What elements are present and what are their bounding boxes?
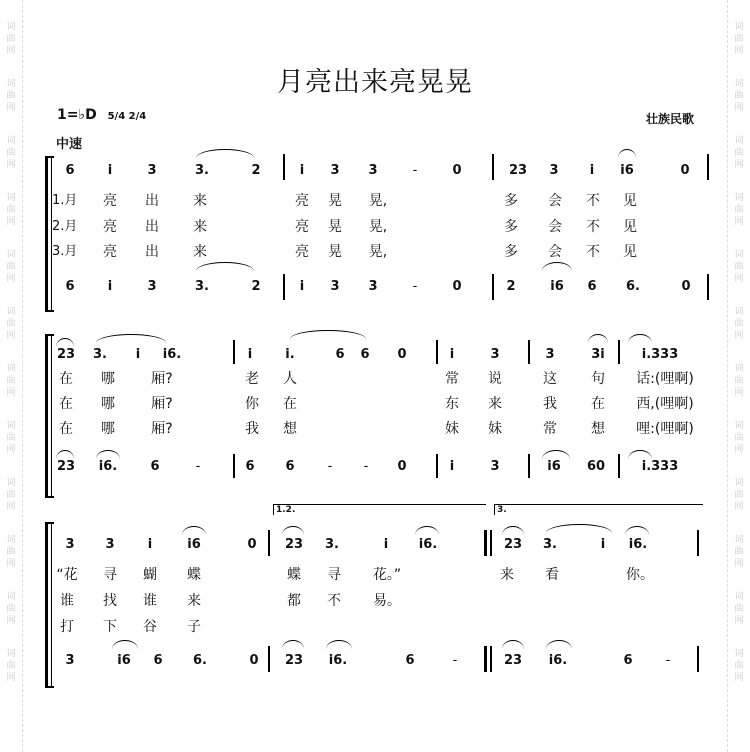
volta-label: 3. — [497, 505, 507, 515]
slur — [112, 640, 138, 649]
lyric: 在 — [59, 421, 73, 437]
watermark-char: 曲 — [734, 547, 744, 557]
watermark-char: 网 — [734, 160, 744, 170]
note: 0 — [397, 459, 407, 474]
watermark-char: 网 — [6, 559, 16, 569]
lyric: 2.月 — [52, 219, 78, 234]
slur — [96, 334, 166, 343]
slur — [628, 334, 652, 343]
note: 6 — [335, 347, 345, 362]
note: i — [299, 163, 305, 178]
lyric: 见 — [623, 244, 637, 260]
watermark-char: 词 — [6, 136, 16, 146]
note: i — [383, 537, 389, 552]
lyric: 晃, — [368, 244, 388, 260]
lyrics-verse-1 — [0, 368, 750, 390]
watermark-char: 网 — [734, 331, 744, 341]
upper-notes — [0, 344, 750, 366]
note: 0 — [452, 279, 462, 294]
note: i6 — [547, 459, 561, 474]
lyrics-verse-2 — [0, 590, 750, 612]
slur — [546, 524, 612, 533]
watermark-char: 曲 — [734, 34, 744, 44]
watermark-char: 词 — [734, 193, 744, 203]
slur — [546, 640, 572, 649]
lyric: 3.月 — [52, 244, 78, 259]
watermark-char: 曲 — [6, 433, 16, 443]
lyric: 晃 — [328, 244, 342, 260]
note: 0 — [397, 347, 407, 362]
note: i6. — [548, 653, 568, 668]
lyric: 常 — [543, 421, 557, 437]
note: 23 — [56, 347, 76, 362]
watermark-mark — [6, 21, 15, 57]
note: i6. — [328, 653, 348, 668]
watermark-char: 曲 — [734, 376, 744, 386]
lyric: 多 — [504, 219, 518, 235]
note: 23 — [508, 163, 528, 178]
lyric: 亮 — [295, 244, 309, 260]
note: 23 — [503, 537, 523, 552]
lyric: 打 — [60, 619, 74, 635]
note: i — [299, 279, 305, 294]
watermark-mark — [6, 477, 15, 513]
note: 6. — [193, 653, 207, 668]
note: i.333 — [641, 459, 679, 474]
watermark-char: 网 — [734, 388, 744, 398]
watermark-char: 网 — [734, 274, 744, 284]
watermark-char: 词 — [6, 421, 16, 431]
note: i — [107, 163, 113, 178]
lyric: 来 — [193, 244, 207, 260]
watermark-char: 曲 — [6, 91, 16, 101]
slur — [326, 640, 352, 649]
watermark-char: 曲 — [6, 205, 16, 215]
lyric: 厢? — [151, 396, 173, 412]
lyric: 来 — [193, 219, 207, 235]
note: 6 — [153, 653, 163, 668]
note: 6 — [587, 279, 597, 294]
watermark-char: 网 — [6, 388, 16, 398]
lyric: 厢? — [151, 421, 173, 437]
note: i — [135, 347, 141, 362]
lyric: 会 — [548, 193, 562, 209]
lyric: 话:(哩啊) — [636, 371, 694, 387]
lyric: 句 — [591, 371, 605, 387]
note: 3. — [325, 537, 339, 552]
watermark-char: 曲 — [6, 547, 16, 557]
lyric: 子 — [187, 619, 201, 635]
lyric: 来 — [187, 593, 201, 609]
watermark-char: 曲 — [6, 604, 16, 614]
note: 3. — [195, 163, 209, 178]
lyric: 东 — [445, 396, 459, 412]
lyric: 亮 — [103, 244, 117, 260]
note: 23 — [284, 653, 304, 668]
lyric: 晃, — [368, 219, 388, 235]
watermark-char: 词 — [6, 364, 16, 374]
watermark-char: 曲 — [734, 604, 744, 614]
watermark-char: 曲 — [6, 661, 16, 671]
lyrics-verse-2 — [0, 216, 750, 238]
lyric: 在 — [283, 396, 297, 412]
watermark-char: 词 — [6, 649, 16, 659]
watermark-char: 网 — [6, 445, 16, 455]
note: 23 — [284, 537, 304, 552]
note: 3 — [549, 163, 559, 178]
lyric: 我 — [245, 421, 259, 437]
watermark-char: 网 — [734, 445, 744, 455]
lyric: 晃 — [328, 219, 342, 235]
note: 3 — [65, 653, 75, 668]
note: 0 — [680, 163, 690, 178]
lyric: 晃 — [328, 193, 342, 209]
lyric: 哩:(哩啊) — [636, 421, 694, 437]
lyric: 花。” — [372, 567, 402, 583]
watermark-char: 网 — [6, 160, 16, 170]
upper-notes — [0, 160, 750, 182]
note: 0 — [452, 163, 462, 178]
note: i. — [285, 347, 295, 362]
lyric: 1.月 — [52, 193, 78, 208]
note: 6 — [245, 459, 255, 474]
meter-label: 5/4 2/4 — [107, 111, 147, 122]
lyric: 蝴 — [143, 567, 157, 583]
note: 3. — [93, 347, 107, 362]
song-source: 壮族民歌 — [646, 112, 695, 126]
watermark-char: 词 — [734, 79, 744, 89]
lyric: 我 — [543, 396, 557, 412]
watermark-char: 词 — [6, 307, 16, 317]
note: - — [363, 459, 369, 474]
lyric: 多 — [504, 193, 518, 209]
note: 3 — [147, 163, 157, 178]
note: 23 — [503, 653, 523, 668]
tie — [542, 262, 572, 271]
watermark-char: 曲 — [734, 148, 744, 158]
lyrics-verse-3 — [0, 418, 750, 440]
watermark-char: 曲 — [734, 319, 744, 329]
lyric: 会 — [548, 219, 562, 235]
note: i6. — [98, 459, 118, 474]
note: i6. — [418, 537, 438, 552]
watermark-char: 曲 — [6, 34, 16, 44]
note: 6 — [405, 653, 415, 668]
watermark-char: 词 — [6, 592, 16, 602]
note: - — [665, 653, 671, 668]
tie — [196, 149, 254, 158]
watermark-char: 网 — [734, 46, 744, 56]
lyric: 蝶 — [187, 567, 201, 583]
tempo-marking: 中速 — [56, 137, 83, 152]
note: 3 — [330, 163, 340, 178]
lyric: 哪 — [101, 421, 115, 437]
lyric: 亮 — [103, 219, 117, 235]
lyric: 出 — [145, 193, 159, 209]
note: 3. — [195, 279, 209, 294]
note: i — [107, 279, 113, 294]
tie — [196, 262, 254, 271]
note: i — [449, 347, 455, 362]
watermark-char: 词 — [6, 535, 16, 545]
tie — [290, 330, 366, 339]
note: i6. — [162, 347, 182, 362]
lower-notes — [0, 650, 750, 672]
lyric: 不 — [586, 193, 600, 209]
watermark-char: 网 — [6, 274, 16, 284]
watermark-char: 词 — [734, 478, 744, 488]
watermark-char: 词 — [734, 136, 744, 146]
watermark-char: 曲 — [734, 661, 744, 671]
note: i — [600, 537, 606, 552]
watermark-char: 曲 — [6, 148, 16, 158]
lyric: 厢? — [151, 371, 173, 387]
note: i6 — [117, 653, 131, 668]
watermark-char: 曲 — [6, 490, 16, 500]
watermark-char: 曲 — [6, 376, 16, 386]
watermark-char: 曲 — [734, 262, 744, 272]
watermark-char: 词 — [734, 22, 744, 32]
note: 3 — [490, 347, 500, 362]
note: 0 — [247, 537, 257, 552]
lyric: 在 — [591, 396, 605, 412]
note: 6 — [360, 347, 370, 362]
lyric: 不 — [586, 244, 600, 260]
lyric: 下 — [103, 619, 117, 635]
note: 6 — [150, 459, 160, 474]
lyric: 人 — [283, 371, 297, 387]
note: 2 — [251, 279, 261, 294]
watermark-char: 曲 — [734, 91, 744, 101]
watermark-char: 网 — [734, 217, 744, 227]
note: - — [452, 653, 458, 668]
lyrics-verse-3 — [0, 616, 750, 638]
lyric: 来 — [193, 193, 207, 209]
lyric: 来 — [488, 396, 502, 412]
tie — [618, 149, 636, 158]
lyric: 哪 — [101, 371, 115, 387]
watermark-mark — [734, 21, 743, 57]
watermark-char: 曲 — [734, 490, 744, 500]
watermark-char: 曲 — [6, 319, 16, 329]
lyrics-verse-2 — [0, 393, 750, 415]
lower-notes — [0, 456, 750, 478]
lyric: 亮 — [295, 219, 309, 235]
lyric: 多 — [504, 244, 518, 260]
slur — [282, 640, 304, 649]
watermark-char: 网 — [734, 673, 744, 683]
watermark-mark — [734, 477, 743, 513]
note: 3. — [543, 537, 557, 552]
lyric: 说 — [488, 371, 502, 387]
lower-notes — [0, 276, 750, 298]
lyrics-verse-1 — [0, 190, 750, 212]
watermark-char: 曲 — [734, 205, 744, 215]
watermark-char: 网 — [734, 616, 744, 626]
slur — [502, 640, 524, 649]
lyric: “花 — [56, 567, 78, 583]
watermark-char: 词 — [6, 250, 16, 260]
note: 6 — [65, 279, 75, 294]
lyric: 寻 — [103, 567, 117, 583]
lyric: 妹 — [445, 421, 459, 437]
lyric: 在 — [59, 371, 73, 387]
note: 2 — [251, 163, 261, 178]
first-ending-bracket — [273, 504, 486, 515]
note: 6 — [285, 459, 295, 474]
watermark-char: 网 — [6, 616, 16, 626]
lyric: 常 — [445, 371, 459, 387]
lyric: 出 — [145, 219, 159, 235]
lyric: 在 — [59, 396, 73, 412]
note: i.333 — [641, 347, 679, 362]
lyric: 想 — [283, 421, 297, 437]
lyric: 会 — [548, 244, 562, 260]
lyric: 见 — [623, 219, 637, 235]
watermark-char: 词 — [6, 79, 16, 89]
lyric: 谁 — [143, 593, 157, 609]
watermark-char: 网 — [6, 673, 16, 683]
note: 6. — [626, 279, 640, 294]
lyric: 你。 — [626, 567, 654, 583]
note: 6 — [65, 163, 75, 178]
note: i — [147, 537, 153, 552]
lyrics-verse-3 — [0, 241, 750, 263]
second-ending-bracket — [494, 504, 703, 515]
watermark-char: 曲 — [6, 262, 16, 272]
lyrics-verse-1 — [0, 564, 750, 586]
lyric: 寻 — [327, 567, 341, 583]
watermark-char: 词 — [6, 22, 16, 32]
watermark-char: 词 — [734, 649, 744, 659]
watermark-char: 网 — [6, 103, 16, 113]
lyric: 想 — [591, 421, 605, 437]
lyric: 出 — [145, 244, 159, 260]
lyric: 蝶 — [287, 567, 301, 583]
key-signature — [57, 107, 146, 123]
song-title: 月亮出来亮晃晃 — [277, 67, 473, 98]
lyric: 你 — [245, 396, 259, 412]
lyric: 哪 — [101, 396, 115, 412]
lyric: 谷 — [143, 619, 157, 635]
lyric: 找 — [103, 593, 117, 609]
watermark-char: 网 — [6, 46, 16, 56]
note: 3i — [591, 347, 605, 362]
watermark-char: 网 — [6, 502, 16, 512]
note: i6 — [187, 537, 201, 552]
lyric: 亮 — [103, 193, 117, 209]
note: i — [247, 347, 253, 362]
note: 3 — [490, 459, 500, 474]
lyric: 见 — [623, 193, 637, 209]
note: i — [449, 459, 455, 474]
watermark-char: 词 — [6, 478, 16, 488]
note: - — [412, 279, 418, 294]
note: 3 — [105, 537, 115, 552]
lyric: 不 — [586, 219, 600, 235]
watermark-char: 网 — [6, 217, 16, 227]
watermark-char: 网 — [6, 331, 16, 341]
watermark-char: 网 — [734, 103, 744, 113]
note: 0 — [249, 653, 259, 668]
note: - — [412, 163, 418, 178]
watermark-char: 词 — [734, 592, 744, 602]
note: 2 — [506, 279, 516, 294]
note: 3 — [65, 537, 75, 552]
watermark-char: 网 — [734, 502, 744, 512]
watermark-char: 词 — [734, 535, 744, 545]
watermark-char: 词 — [734, 421, 744, 431]
note: 0 — [681, 279, 691, 294]
lyric: 不 — [327, 593, 341, 609]
note: - — [327, 459, 333, 474]
volta-label: 1.2. — [276, 505, 296, 515]
note: - — [195, 459, 201, 474]
lyric: 看 — [545, 567, 559, 583]
lyric: 老 — [245, 371, 259, 387]
note: 23 — [56, 459, 76, 474]
watermark-char: 网 — [734, 559, 744, 569]
watermark-char: 词 — [734, 250, 744, 260]
note: 60 — [586, 459, 606, 474]
note: i6 — [550, 279, 564, 294]
lyric: 妹 — [488, 421, 502, 437]
watermark-mark — [734, 306, 743, 342]
note: 6 — [623, 653, 633, 668]
lyric: 都 — [287, 593, 301, 609]
watermark-char: 词 — [6, 193, 16, 203]
watermark-char: 词 — [734, 307, 744, 317]
slur — [588, 334, 608, 343]
lyric: 谁 — [60, 593, 74, 609]
note: 3 — [330, 279, 340, 294]
watermark-mark — [6, 306, 15, 342]
lyric: 西,(哩啊) — [636, 396, 694, 412]
lyric: 亮 — [295, 193, 309, 209]
key-label: 1=♭D — [57, 107, 97, 123]
upper-notes — [0, 534, 750, 556]
lyric: 晃, — [368, 193, 388, 209]
lyric: 来 — [500, 567, 514, 583]
watermark-char: 词 — [734, 364, 744, 374]
note: i6 — [620, 163, 634, 178]
note: 3 — [545, 347, 555, 362]
note: 3 — [147, 279, 157, 294]
lyric: 易。 — [373, 593, 401, 609]
lyric: 这 — [543, 371, 557, 387]
note: 3 — [368, 163, 378, 178]
watermark-char: 曲 — [734, 433, 744, 443]
note: i — [589, 163, 595, 178]
note: i6. — [628, 537, 648, 552]
note: 3 — [368, 279, 378, 294]
